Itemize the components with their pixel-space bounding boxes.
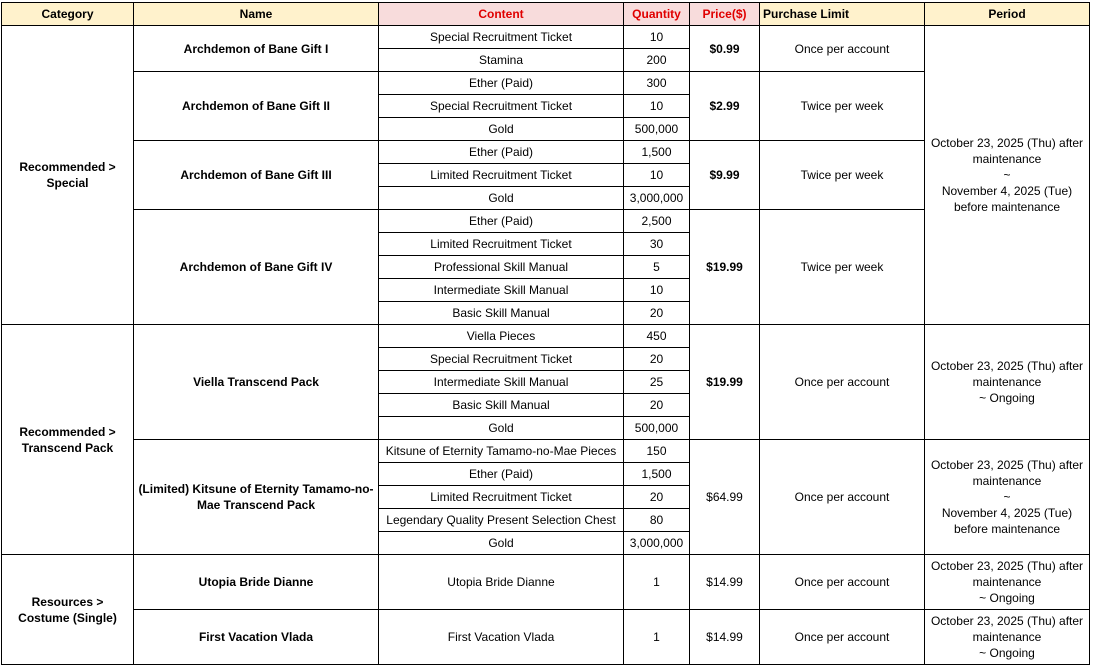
quantity-cell: 300 [624,72,690,95]
quantity-cell: 20 [624,348,690,371]
period-cell: October 23, 2025 (Thu) after maintenance ~ November 4, 2025 (Tue) before maintenance [925,440,1090,555]
limit-cell: Twice per week [760,72,925,141]
quantity-cell: 3,000,000 [624,532,690,555]
quantity-cell: 1 [624,555,690,610]
limit-cell: Once per account [760,610,925,665]
quantity-cell: 1,500 [624,463,690,486]
content-cell: Limited Recruitment Ticket [379,233,624,256]
content-cell: Gold [379,532,624,555]
price-cell: $64.99 [690,440,760,555]
name-header: Name [134,3,379,26]
category-header: Category [2,3,134,26]
table-row [2,440,1090,463]
content-cell: Special Recruitment Ticket [379,348,624,371]
category-cell: Recommended > Transcend Pack [2,325,134,555]
name-cell: First Vacation Vlada [134,610,379,665]
period-cell: October 23, 2025 (Thu) after maintenance ~ Ongoing [925,555,1090,610]
quantity-cell: 80 [624,509,690,532]
content-cell: Stamina [379,49,624,72]
name-cell: Utopia Bride Dianne [134,555,379,610]
quantity-cell: 25 [624,371,690,394]
quantity-cell: 1 [624,610,690,665]
content-cell: Professional Skill Manual [379,256,624,279]
quantity-cell: 10 [624,279,690,302]
quantity-cell: 10 [624,26,690,49]
content-cell: Limited Recruitment Ticket [379,486,624,509]
quantity-cell: 20 [624,486,690,509]
content-cell: Legendary Quality Present Selection Chest [379,509,624,532]
content-cell: Basic Skill Manual [379,394,624,417]
price-cell: $19.99 [690,210,760,325]
content-cell: Basic Skill Manual [379,302,624,325]
content-cell: Kitsune of Eternity Tamamo-no-Mae Pieces [379,440,624,463]
content-cell: Intermediate Skill Manual [379,371,624,394]
content-cell: Ether (Paid) [379,141,624,164]
name-cell: Archdemon of Bane Gift IV [134,210,379,325]
header-row [2,3,1090,26]
quantity-cell: 1,500 [624,141,690,164]
category-cell: Recommended > Special [2,26,134,325]
price-cell: $19.99 [690,325,760,440]
limit-cell: Twice per week [760,210,925,325]
quantity-cell: 3,000,000 [624,187,690,210]
limit-cell: Once per account [760,325,925,440]
quantity-cell: 20 [624,302,690,325]
content-cell: Gold [379,417,624,440]
purchase-limit-header: Purchase Limit [760,3,925,26]
period-cell: October 23, 2025 (Thu) after maintenance ~ Ongoing [925,610,1090,665]
table-row [2,325,1090,348]
content-cell: Ether (Paid) [379,72,624,95]
period-cell: October 23, 2025 (Thu) after maintenance ~ November 4, 2025 (Tue) before maintenance [925,26,1090,325]
name-cell: Viella Transcend Pack [134,325,379,440]
quantity-cell: 10 [624,95,690,118]
limit-cell: Once per account [760,555,925,610]
table-row [2,555,1090,610]
price-cell: $14.99 [690,555,760,610]
price-cell: $0.99 [690,26,760,72]
content-cell: Special Recruitment Ticket [379,26,624,49]
limit-cell: Once per account [760,440,925,555]
category-cell: Resources > Costume (Single) [2,555,134,665]
content-cell: Gold [379,118,624,141]
quantity-cell: 200 [624,49,690,72]
quantity-cell: 10 [624,164,690,187]
price-cell: $2.99 [690,72,760,141]
name-cell: Archdemon of Bane Gift I [134,26,379,72]
quantity-header: Quantity [624,3,690,26]
quantity-cell: 500,000 [624,118,690,141]
price-header: Price($) [690,3,760,26]
quantity-cell: 2,500 [624,210,690,233]
quantity-cell: 5 [624,256,690,279]
price-cell: $9.99 [690,141,760,210]
table-row [2,610,1090,665]
content-cell: Gold [379,187,624,210]
quantity-cell: 20 [624,394,690,417]
content-header: Content [379,3,624,26]
content-cell: Ether (Paid) [379,210,624,233]
table-body [2,26,1090,665]
name-cell: Archdemon of Bane Gift III [134,141,379,210]
quantity-cell: 150 [624,440,690,463]
content-cell: Utopia Bride Dianne [379,555,624,610]
table-row [2,26,1090,49]
quantity-cell: 450 [624,325,690,348]
price-cell: $14.99 [690,610,760,665]
quantity-cell: 30 [624,233,690,256]
content-cell: Intermediate Skill Manual [379,279,624,302]
content-cell: Limited Recruitment Ticket [379,164,624,187]
name-cell: Archdemon of Bane Gift II [134,72,379,141]
content-cell: Special Recruitment Ticket [379,95,624,118]
limit-cell: Twice per week [760,141,925,210]
limit-cell: Once per account [760,26,925,72]
content-cell: First Vacation Vlada [379,610,624,665]
name-cell: (Limited) Kitsune of Eternity Tamamo-no-Mae Transcend Pack [134,440,379,555]
period-cell: October 23, 2025 (Thu) after maintenance ~ Ongoing [925,325,1090,440]
shop-table [1,2,1090,665]
content-cell: Ether (Paid) [379,463,624,486]
quantity-cell: 500,000 [624,417,690,440]
content-cell: Viella Pieces [379,325,624,348]
period-header: Period [925,3,1090,26]
